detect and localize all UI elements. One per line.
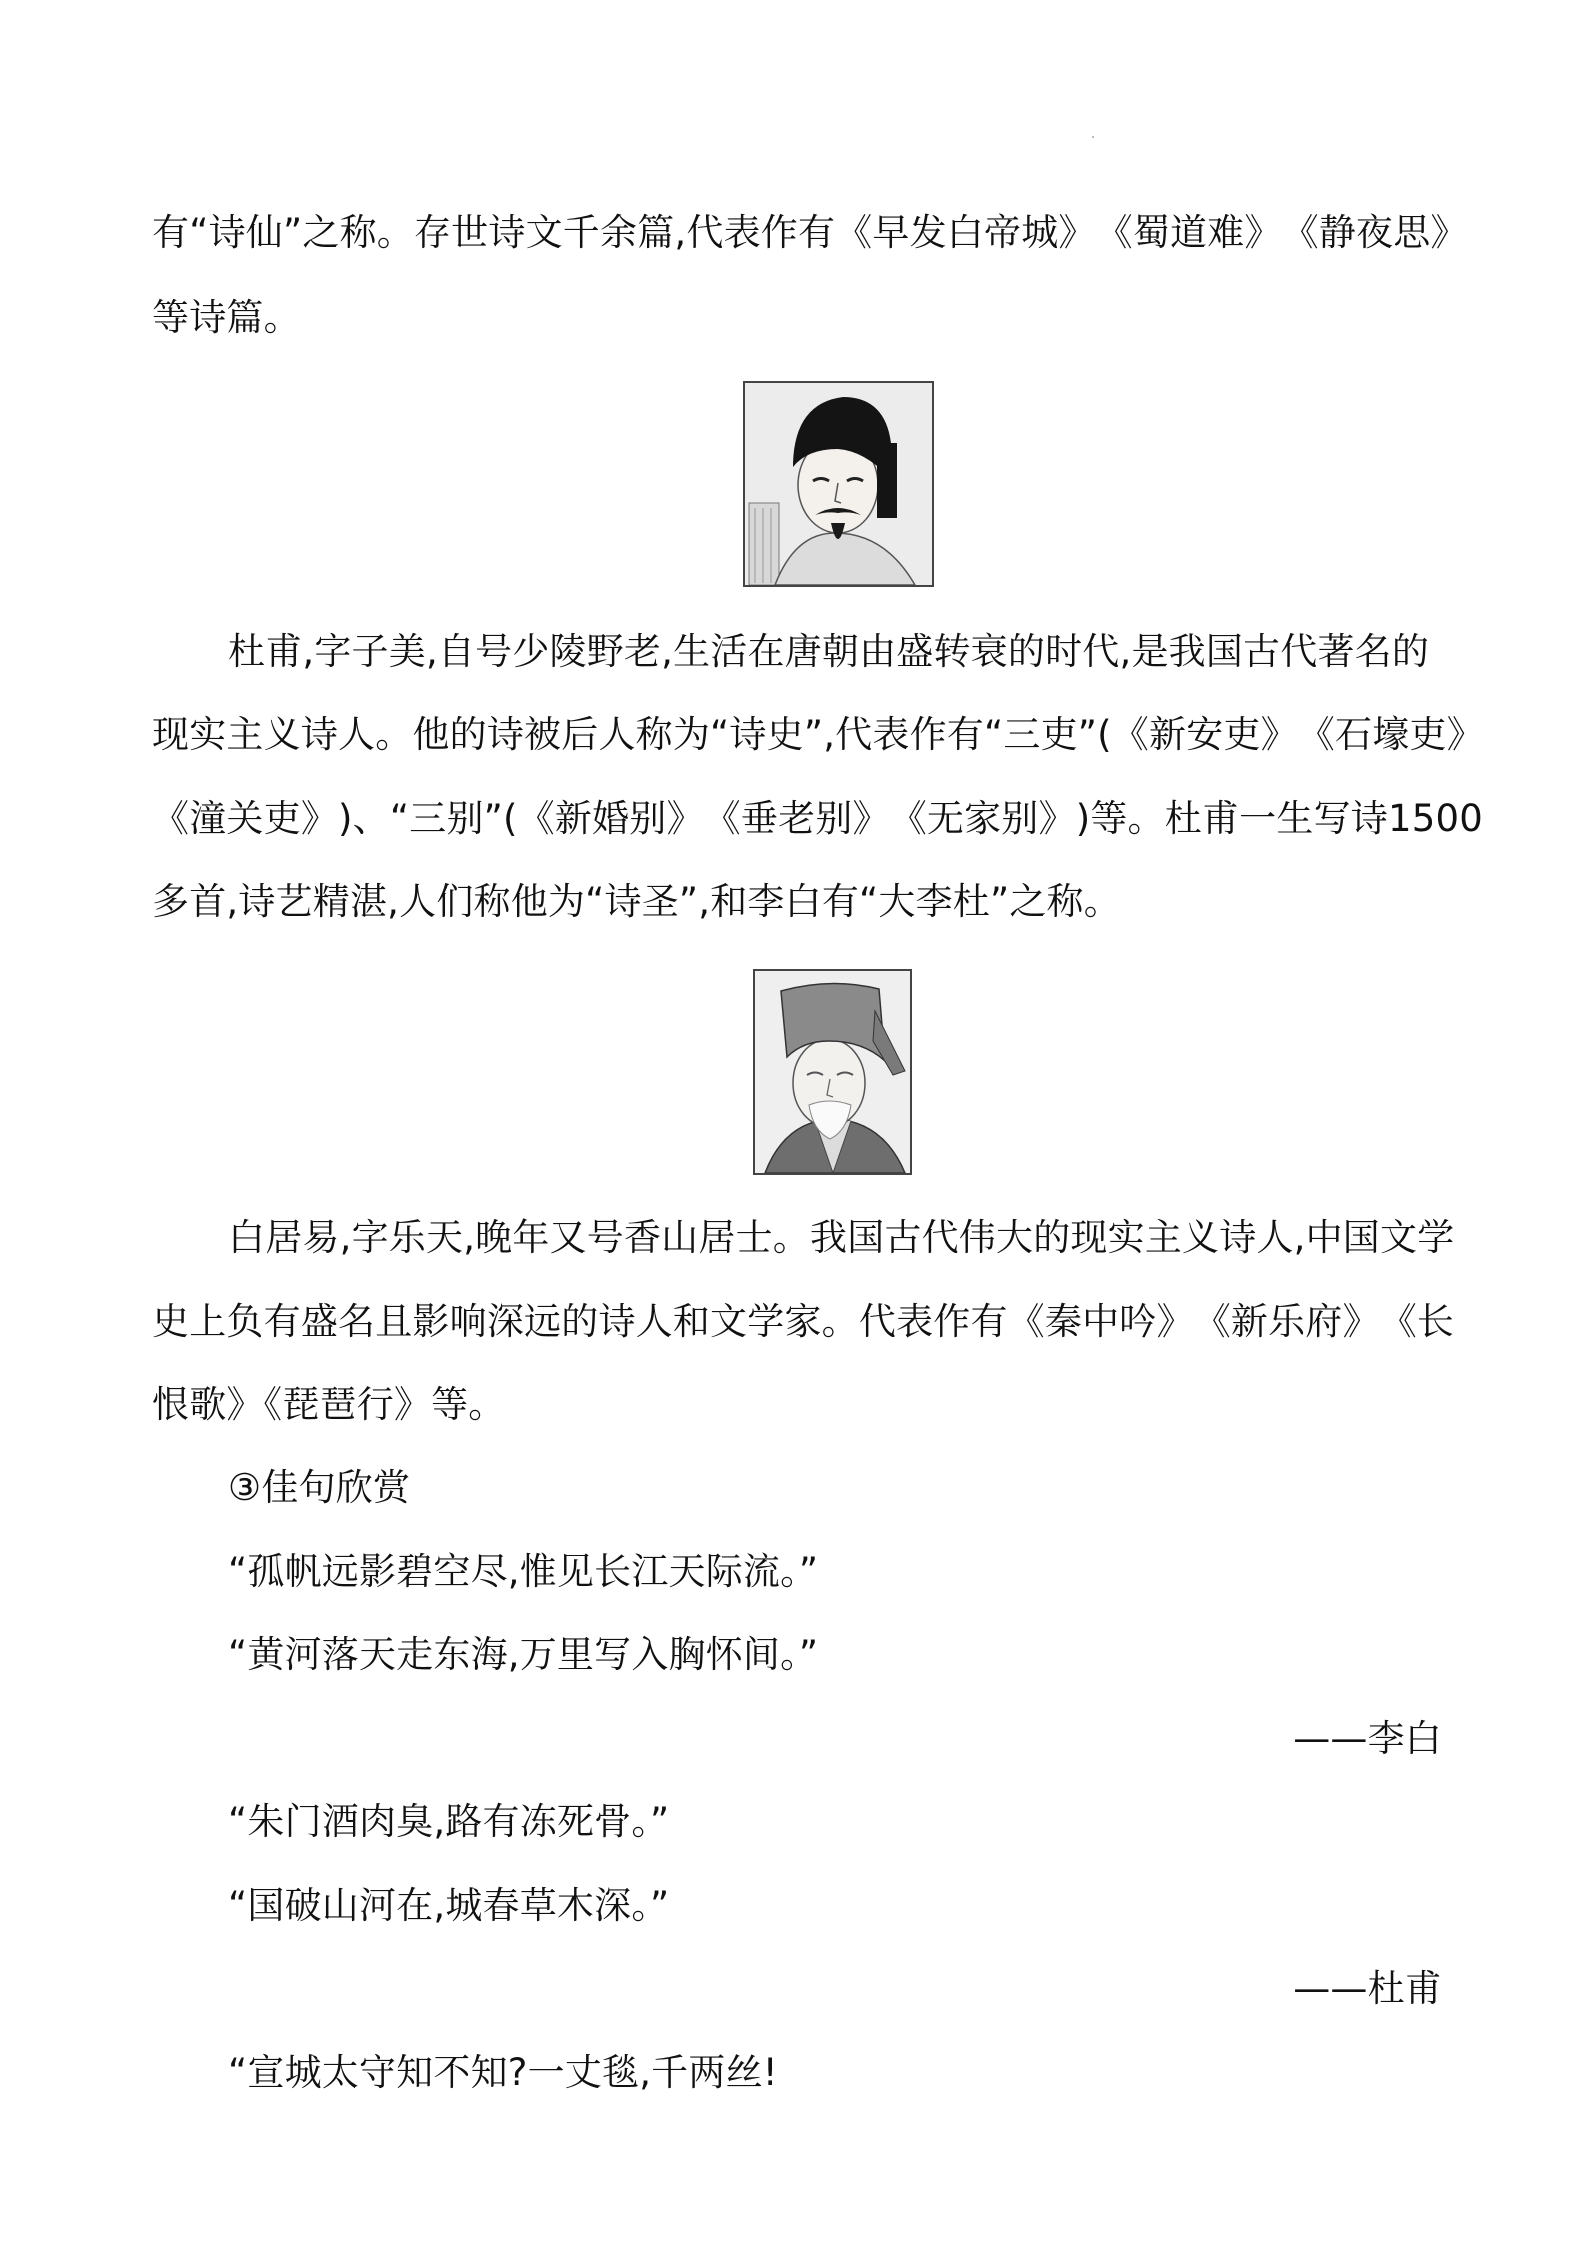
speck xyxy=(1092,136,1094,138)
quote-line-5: “宣城太守知不知?一丈毯,千两丝! xyxy=(228,2051,778,2094)
du-fu-text-line-4: 多首,诗艺精湛,人们称他为“诗圣”,和李白有“大李杜”之称。 xyxy=(152,880,1121,923)
bai-juyi-text-line-3: 恨歌》《琵琶行》等。 xyxy=(152,1383,506,1426)
quote-attribution-li-bai: ——李白 xyxy=(1293,1717,1442,1760)
bai-juyi-text-line-2: 史 上 负 有 盛 名 且 影 响 深 远 的 诗 人 和 文 学 家 。 代 表 作 有 《 秦 中 吟 》 《 新 乐 府 》 《 长 xyxy=(152,1300,1455,1343)
quote-line-3: “朱门酒肉臭,路有冻死骨。” xyxy=(228,1800,670,1843)
bai-juyi-portrait-drawing xyxy=(755,971,910,1173)
quote-line-4: “国破山河在,城春草木深。” xyxy=(228,1884,670,1927)
du-fu-portrait-drawing xyxy=(745,383,932,585)
section-heading-famous-lines: ③佳句欣赏 xyxy=(228,1466,411,1509)
du-fu-text-line-1: 杜甫,字子美,自号少陵野老,生活在唐朝由盛转衰的时代,是我国古代著名的 xyxy=(228,630,1430,673)
bai-juyi-text-line-1: 白 居 易 , 字 乐 天 , 晚 年 又 号 香 山 居 士 。 我 国 古 代 伟 大 的 现 实 主 义 诗 人 , 中 国 文 学 xyxy=(228,1216,1455,1259)
li-bai-text-line-2: 等诗篇。 xyxy=(152,296,301,339)
quote-line-1: “孤帆远影碧空尽,惟见长江天际流。” xyxy=(228,1550,819,1593)
du-fu-text-line-3: 《 潼 关 吏 》 ) 、 “ 三 别 ” ( 《 新 婚 别 》 《 垂 老 别 》 《 无 家 别 》 ) 等 。 杜 甫 一 生 写 诗 1 5 0 0 xyxy=(152,797,1483,840)
du-fu-portrait xyxy=(743,381,934,587)
quote-line-2: “黄河落天走东海,万里写入胸怀间。” xyxy=(228,1633,819,1676)
du-fu-text-line-2: 现 实 主 义 诗 人 。 他 的 诗 被 后 人 称 为 “ 诗 史 ” , 代 表 作 有 “ 三 吏 ” ( 《 新 安 吏 》 《 石 壕 吏 》 xyxy=(152,713,1484,756)
quote-attribution-du-fu: ——杜甫 xyxy=(1293,1967,1442,2010)
bai-juyi-portrait xyxy=(753,969,912,1175)
li-bai-text-line-1: 有 “ 诗 仙 ” 之 称 。 存 世 诗 文 千 余 篇 , 代 表 作 有 《 早 发 白 帝 城 》 《 蜀 道 难 》 《 静 夜 思 》 xyxy=(152,211,1468,254)
